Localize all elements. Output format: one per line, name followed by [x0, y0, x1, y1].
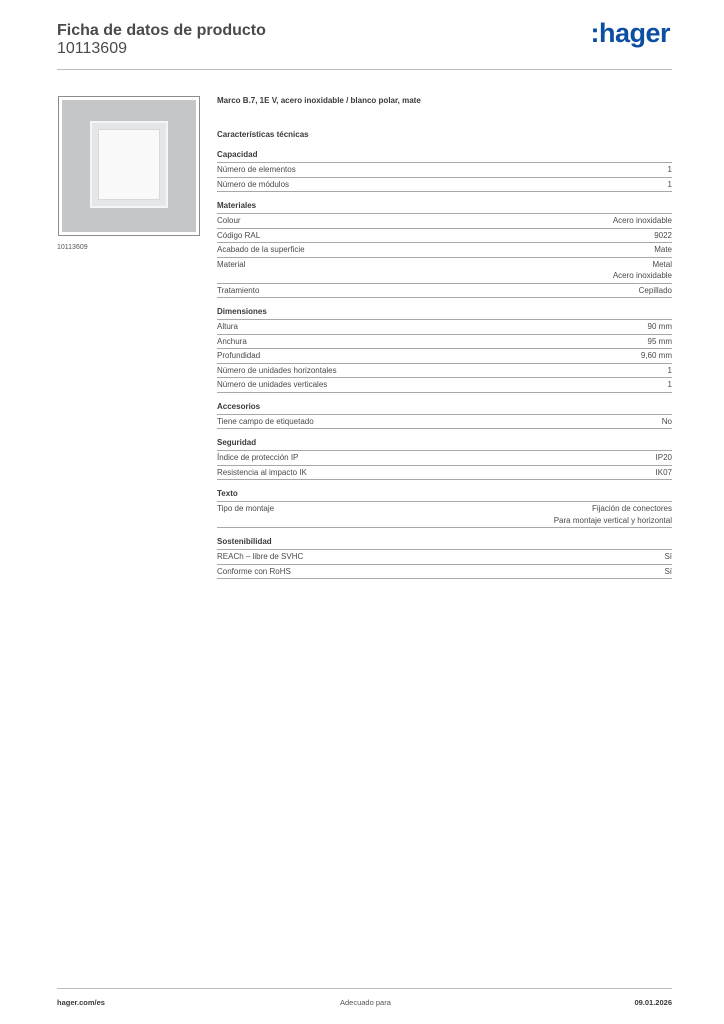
- spec-label: Número de unidades horizontales: [217, 365, 337, 375]
- spec-row: [217, 214, 672, 229]
- spec-value-line: 9,60 mm: [640, 351, 672, 360]
- spec-value: [648, 336, 672, 348]
- header-divider: [57, 69, 672, 70]
- spec-value: [668, 365, 672, 377]
- section-title: Dimensiones: [217, 307, 267, 316]
- spec-label: Tratamiento: [217, 285, 260, 295]
- spec-value-line: Mate: [654, 245, 672, 254]
- spec-value-line: 9022: [654, 230, 672, 240]
- spec-value-line: 1: [667, 365, 672, 375]
- footer-website: hager.com/es: [57, 998, 105, 1007]
- spec-row: [217, 349, 672, 364]
- spec-table: [217, 414, 672, 430]
- spec-value-line: Acero inoxidable: [612, 271, 672, 280]
- spec-label: Número de unidades verticales: [217, 380, 328, 389]
- section-title: Materiales: [217, 201, 257, 210]
- spec-value: [613, 215, 672, 227]
- spec-table: [217, 501, 672, 528]
- section-title: Seguridad: [217, 438, 257, 447]
- spec-value-line: 1: [667, 179, 672, 189]
- spec-row: [217, 335, 672, 350]
- product-image: [58, 96, 200, 236]
- spec-table: [217, 319, 672, 393]
- spec-value: [654, 244, 672, 256]
- document-title: Ficha de datos de producto: [57, 22, 266, 39]
- spec-value: [662, 416, 672, 428]
- spec-label: Tipo de montaje: [217, 504, 275, 513]
- spec-value-line: IK07: [655, 467, 672, 477]
- spec-label: Resistencia al impacto IK: [217, 467, 307, 477]
- spec-row: [217, 565, 672, 580]
- spec-value-line: Cepillado: [638, 285, 672, 295]
- footer-suitable-for: Adecuado para: [340, 998, 391, 1007]
- spec-label: Tiene campo de etiquetado: [217, 416, 314, 426]
- spec-row: [217, 378, 672, 393]
- spec-value: [648, 321, 672, 333]
- spec-label: Colour: [217, 216, 241, 225]
- frame-opening: [98, 129, 160, 200]
- image-caption: 10113609: [57, 244, 88, 251]
- spec-row: [217, 229, 672, 244]
- frame-illustration: [62, 100, 196, 232]
- spec-row: [217, 243, 672, 258]
- spec-label: Código RAL: [217, 230, 261, 240]
- spec-value-line: 1: [667, 165, 672, 174]
- spec-value: [639, 285, 672, 297]
- spec-table: [217, 213, 672, 298]
- spec-value: [664, 566, 672, 578]
- spec-table: [217, 549, 672, 579]
- spec-row: [217, 258, 672, 284]
- spec-value-line: Fijación de conectores: [591, 504, 672, 513]
- spec-row: [217, 550, 672, 565]
- spec-row: [217, 364, 672, 379]
- spec-label: Número de módulos: [217, 179, 290, 189]
- section-title: Accesorios: [217, 401, 261, 411]
- spec-row: [217, 466, 672, 481]
- spec-label: Acabado de la superficie: [217, 245, 305, 254]
- section-title: Capacidad: [217, 150, 258, 159]
- spec-value: [668, 164, 672, 176]
- spec-value: [641, 350, 672, 362]
- spec-value: [664, 551, 672, 563]
- product-description: Marco B.7, 1E V, acero inoxidable / blanco polar, mate: [217, 96, 421, 105]
- spec-value: [554, 503, 672, 526]
- hager-logo: :hager: [590, 18, 670, 48]
- spec-value: [668, 379, 672, 391]
- spec-value: [654, 230, 672, 242]
- spec-row: [217, 451, 672, 466]
- spec-label: Altura: [217, 322, 238, 331]
- spec-sections: [217, 150, 672, 579]
- spec-value: [656, 467, 672, 479]
- spec-value-line: Acero inoxidable: [612, 216, 672, 225]
- spec-label: Conforme con RoHS: [217, 566, 291, 576]
- technical-characteristics-title: Características técnicas: [217, 130, 309, 139]
- page-header: [57, 20, 672, 70]
- section-title: Sostenibilidad: [217, 537, 272, 546]
- spec-row: [217, 415, 672, 430]
- spec-value-line: Para montaje vertical y horizontal: [553, 515, 672, 525]
- product-number: 10113609: [57, 40, 127, 57]
- spec-value-line: No: [661, 416, 672, 426]
- spec-content: [217, 96, 672, 579]
- spec-value-line: IP20: [655, 453, 672, 462]
- footer-divider: [57, 988, 672, 989]
- spec-label: REACh – libre de SVHC: [217, 552, 304, 561]
- spec-row: [217, 320, 672, 335]
- spec-row: [217, 178, 672, 193]
- spec-value-line: Sí: [664, 566, 672, 576]
- spec-value-line: Sí: [664, 552, 672, 561]
- spec-row: [217, 502, 672, 528]
- spec-value: [613, 259, 672, 282]
- spec-value: [656, 452, 672, 464]
- section-title: Texto: [217, 489, 238, 498]
- spec-table: [217, 162, 672, 192]
- spec-row: [217, 163, 672, 178]
- spec-label: Material: [217, 259, 246, 269]
- spec-label: Índice de protección IP: [217, 453, 299, 462]
- spec-value-line: 95 mm: [647, 336, 672, 346]
- spec-table: [217, 450, 672, 480]
- spec-label: Profundidad: [217, 351, 261, 360]
- spec-value-line: 1: [667, 380, 672, 389]
- spec-value: [668, 179, 672, 191]
- spec-label: Número de elementos: [217, 165, 296, 174]
- footer-date: 09.01.2026: [634, 998, 672, 1007]
- spec-value-line: 90 mm: [647, 322, 672, 331]
- spec-value-line: Metal: [652, 259, 672, 269]
- frame-insert: [90, 121, 168, 208]
- spec-row: [217, 284, 672, 299]
- spec-label: Anchura: [217, 336, 247, 346]
